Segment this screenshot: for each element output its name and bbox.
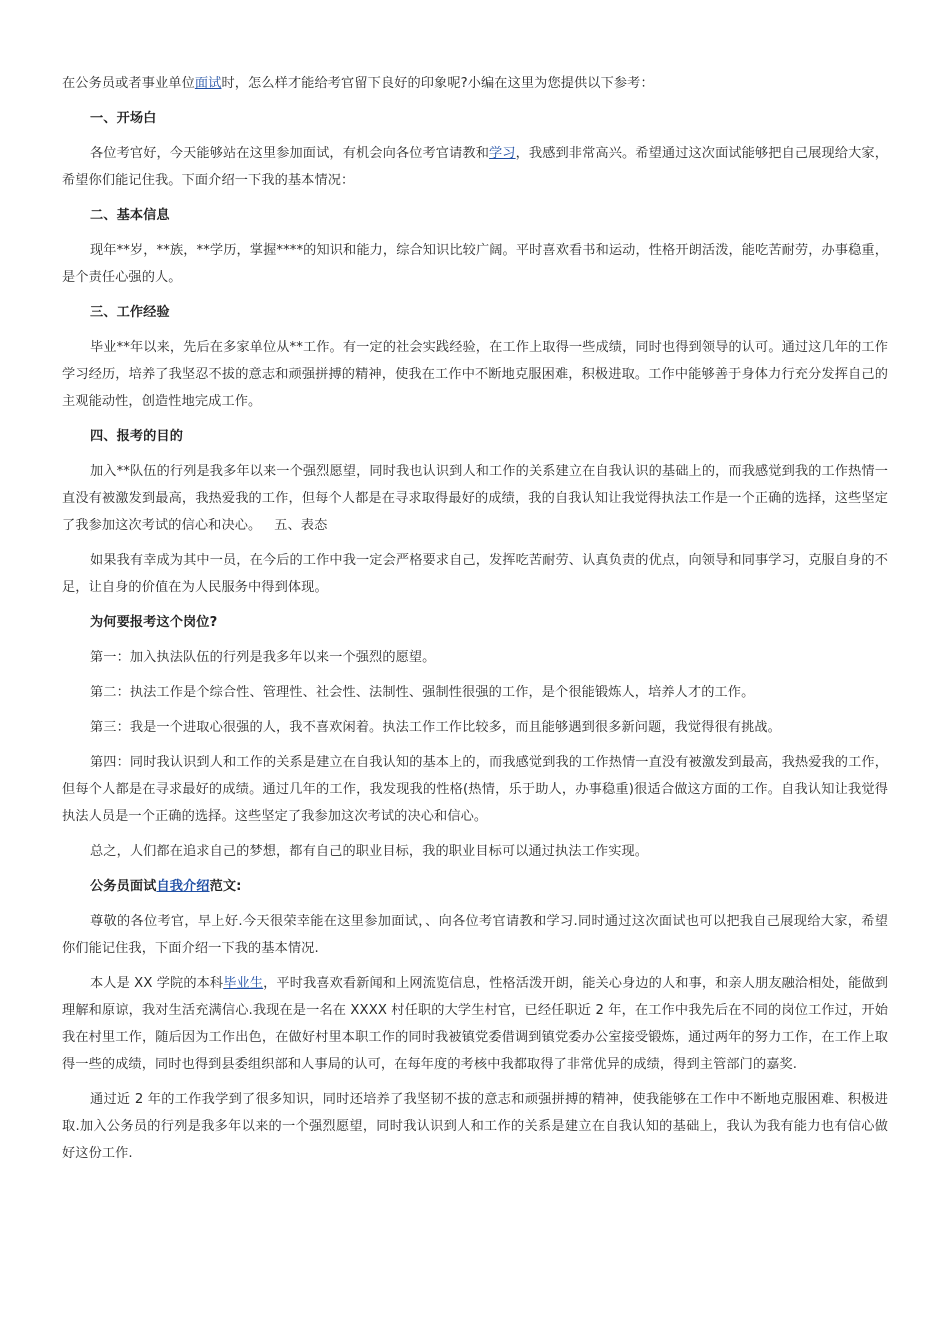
intro-paragraph	[62, 70, 888, 97]
why-conclusion: 总之，人们都在追求自己的梦想，都有自己的职业目标，我的职业目标可以通过执法工作实现。	[90, 844, 649, 859]
sample-paragraph-1: 尊敬的各位考官，早上好.今天很荣幸能在这里参加面试，、向各位考官请教和学习.同时通过这次面试也可以把我自己展现给大家，希望你们能记住我，下面介绍一下我的基本情况.	[62, 914, 888, 956]
interview-link[interactable]: 面试	[194, 76, 222, 91]
opening-paragraph	[62, 140, 888, 194]
opening-text-after: ，我感到非常高兴。希望通过这次面试能够把自己展现给大家，希望你们能记住我。下面介绍一下我的基本情况：	[62, 146, 888, 188]
sample-paragraph-2	[62, 970, 888, 1078]
sample-p2-after: ，平时我喜欢看新闻和上网流览信息，性格活泼开朗，能关心身边的人和事，和亲人朋友融洽相处，能做到理解和原谅，我对生活充满信心.我现在是一名在 XXXX 村任职的大学生村官，已经任职近 2 年，在工作中我先后在不同的岗位工作过，开始我在村里工作，随后因为工作出色，在做好村里本职工作的同时我被镇党委借调到镇党委办公室接受锻炼，通过两年的努力工作，在工作上取得一些的成绩，同时也得到县委组织部和人事局的认可，在每年度的考核中我都取得了非常优异的成绩，得到主管部门的嘉奖.	[62, 976, 888, 1072]
basic-info-paragraph: 现年**岁，**族，**学历，掌握****的知识和能力，综合知识比较广阔。平时喜欢看书和运动，性格开朗活泼，能吃苦耐劳，办事稳重，是个责任心强的人。	[62, 243, 888, 285]
section-heading-basic-info: 二、基本信息	[90, 208, 170, 223]
purpose-paragraph	[62, 458, 888, 539]
section-heading-purpose: 四、报考的目的	[90, 429, 184, 444]
graduate-link[interactable]: 毕业生	[223, 976, 264, 991]
sample-heading	[62, 873, 888, 900]
section-heading-opening: 一、开场白	[90, 111, 157, 126]
statement-paragraph: 如果我有幸成为其中一员，在今后的工作中我一定会严格要求自己，发挥吃苦耐劳、认真负责的优点，向领导和同事学习，克服自身的不足，让自身的价值在为人民服务中得到体现。	[62, 553, 888, 595]
section-heading-statement-inline: 五、表态	[274, 518, 328, 533]
purpose-text: 加入**队伍的行列是我多年以来一个强烈愿望，同时我也认识到人和工作的关系建立在自我认识的基础上的，而我感觉到我的工作热情一直没有被激发到最高，我热爱我的工作，但每个人都是在寻求取得最好的成绩，我的自我认知让我觉得执法工作是一个正确的选择，这些坚定了我参加这次考试的信心和决心。	[62, 464, 888, 533]
document-page	[62, 70, 888, 1175]
why-point-3: 第三：我是一个进取心很强的人，我不喜欢闲着。执法工作工作比较多，而且能够遇到很多新问题，我觉得很有挑战。	[90, 720, 781, 735]
study-link[interactable]: 学习	[489, 146, 516, 161]
why-point-4: 第四：同时我认识到人和工作的关系是建立在自我认知的基本上的，而我感觉到我的工作热情一直没有被激发到最高，我热爱我的工作，但每个人都是在寻求最好的成绩。通过几年的工作，我发现我的性格(热情，乐于助人，办事稳重)很适合做这方面的工作。自我认知让我觉得执法人员是一个正确的选择。这些坚定了我参加这次考试的决心和信心。	[62, 755, 888, 824]
sample-paragraph-3: 通过近 2 年的工作我学到了很多知识，同时还培养了我坚韧不拔的意志和顽强拼搏的精神，使我能够在工作中不断地克服困难、积极进取.加入公务员的行列是我多年以来的一个强烈愿望，同时我认识到人和工作的关系是建立在自我认知的基础上，我认为我有能力也有信心做好这份工作.	[62, 1092, 888, 1161]
sample-heading-after: 范文:	[209, 879, 242, 894]
work-experience-paragraph: 毕业**年以来，先后在多家单位从**工作。有一定的社会实践经验，在工作上取得一些成绩，同时也得到领导的认可。通过这几年的工作学习经历，培养了我坚忍不拔的意志和顽强拼搏的精神，使我在工作中不断地克服困难，积极进取。工作中能够善于身体力行充分发挥自己的主观能动性，创造性地完成工作。	[62, 340, 888, 409]
sample-p2-before: 本人是 XX 学院的本科	[90, 976, 224, 991]
why-apply-heading: 为何要报考这个岗位?	[90, 615, 218, 630]
intro-text-before: 在公务员或者事业单位	[62, 76, 195, 91]
why-point-2: 第二：执法工作是个综合性、管理性、社会性、法制性、强制性很强的工作，是个很能锻炼人，培养人才的工作。	[90, 685, 755, 700]
sample-heading-before: 公务员面试	[90, 879, 157, 894]
intro-text-after: 时，怎么样才能给考官留下良好的印象呢?小编在这里为您提供以下参考：	[221, 76, 654, 91]
self-intro-link[interactable]: 自我介绍	[156, 879, 210, 894]
why-point-1: 第一：加入执法队伍的行列是我多年以来一个强烈的愿望。	[90, 650, 436, 665]
opening-text-before: 各位考官好，今天能够站在这里参加面试，有机会向各位考官请教和	[90, 146, 489, 161]
section-heading-work-experience: 三、工作经验	[90, 305, 170, 320]
